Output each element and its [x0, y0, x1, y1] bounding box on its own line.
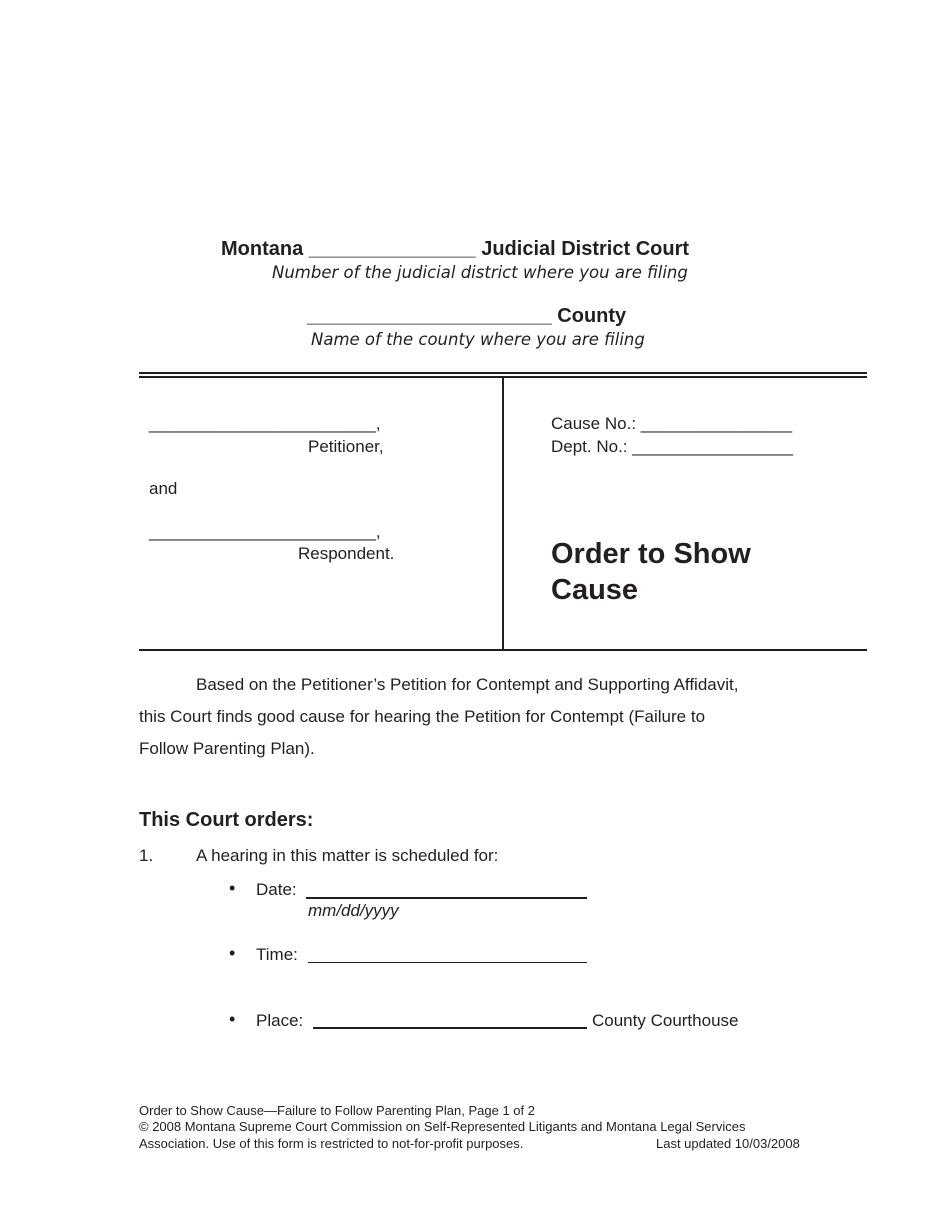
place-label: Place: — [256, 1011, 304, 1030]
petitioner-name-field[interactable]: ________________________, — [149, 414, 381, 433]
time-input-line[interactable] — [308, 962, 587, 963]
county-hint: Name of the county where you are filing — [311, 330, 645, 349]
district-hint: Number of the judicial district where you are filing — [272, 263, 688, 282]
date-input-line[interactable] — [306, 897, 587, 899]
district-number-blank[interactable]: _______________ — [308, 238, 476, 260]
item-1-text: A hearing in this matter is scheduled for: — [196, 846, 499, 865]
finding-paragraph-line-1: Based on the Petitioner’s Petition for Contempt and Supporting Affidavit, — [196, 675, 739, 694]
petitioner-label: Petitioner, — [308, 437, 384, 456]
document-title-line-2: Cause — [551, 574, 639, 606]
footer-last-updated: Last updated 10/03/2008 — [656, 1136, 800, 1151]
and-label: and — [149, 479, 178, 498]
document-title-line-1: Order to Show — [551, 538, 751, 570]
place-suffix: County Courthouse — [592, 1011, 739, 1030]
date-label: Date: — [256, 880, 297, 899]
footer-usage: Association. Use of this form is restricted to not-for-profit purposes. — [139, 1136, 524, 1151]
footer-form-name: Order to Show Cause—Failure to Follow Parenting Plan, Page 1 of 2 — [139, 1103, 535, 1118]
respondent-label: Respondent. — [298, 544, 395, 563]
finding-paragraph-line-2: this Court finds good cause for hearing the Petition for Contempt (Failure to — [139, 707, 706, 726]
cause-number-field[interactable]: Cause No.: ________________ — [551, 414, 793, 433]
date-format-hint: mm/dd/yyyy — [308, 901, 399, 920]
county-name-blank[interactable]: ______________________ — [307, 305, 552, 327]
court-suffix: Judicial District Court — [481, 238, 690, 260]
date-bullet: • — [229, 878, 236, 898]
finding-paragraph-line-3: Follow Parenting Plan). — [139, 739, 315, 758]
county-suffix: County — [557, 305, 627, 327]
item-1-number: 1. — [139, 846, 154, 865]
time-bullet: • — [229, 943, 236, 963]
place-input-line[interactable] — [313, 1027, 587, 1029]
dept-number-field[interactable]: Dept. No.: _________________ — [551, 437, 793, 456]
orders-heading: This Court orders: — [139, 809, 314, 831]
footer-copyright: © 2008 Montana Supreme Court Commission on Self-Represented Litigants and Montana Legal Services — [139, 1119, 746, 1134]
respondent-name-field[interactable]: ________________________, — [149, 522, 381, 541]
caption-divider — [502, 376, 504, 651]
caption-top-rule-1 — [139, 372, 867, 374]
time-label: Time: — [256, 945, 298, 964]
county-heading — [307, 305, 626, 328]
caption-bottom-rule — [139, 649, 867, 651]
place-bullet: • — [229, 1009, 236, 1029]
document-title — [551, 536, 751, 608]
court-heading — [221, 238, 689, 261]
state-name: Montana — [221, 238, 304, 260]
